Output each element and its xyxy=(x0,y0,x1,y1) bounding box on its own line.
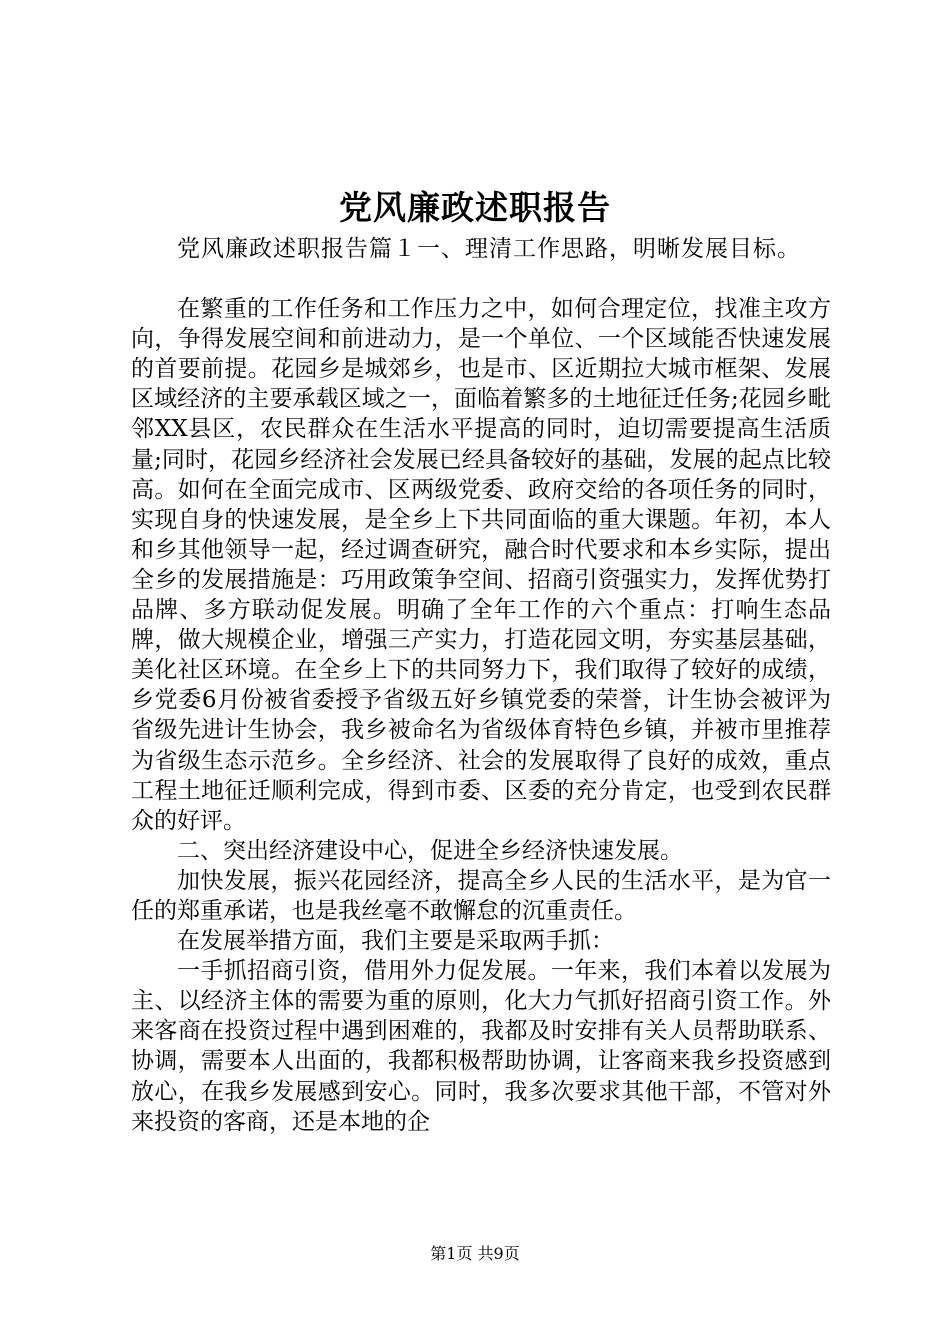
page-number-footer: 第1页 共9页 xyxy=(430,1244,520,1263)
paragraph-intro: 党风廉政述职报告篇１一、理清工作思路，明晰发展目标。 xyxy=(177,236,801,262)
document-body xyxy=(131,234,831,1137)
paragraph: 一手抓招商引资，借用外力促发展。一年来，我们本着以发展为主、以经济主体的需要为重的原则，化大力气抓好招商引资工作。外来客商在投资过程中遇到困难的，我都及时安排有关人员帮助联系、协调，需要本人出面的，我都积极帮助协调，让客商来我乡投资感到放心，在我乡发展感到安心。同时，我多次要求其他干部，不管对外来投资的客商，还是本地的企 xyxy=(131,958,831,1135)
document-title: 党风廉政述职报告 xyxy=(339,188,611,227)
paragraph: 在繁重的工作任务和工作压力之中，如何合理定位，找准主攻方向，争得发展空间和前进动力，是一个单位、一个区域能否快速发展的首要前提。花园乡是城郊乡，也是市、区近期拉大城市框架、发展区域经济的主要承载区域之一，面临着繁多的土地征迁任务;花园乡毗邻XX县区，农民群众在生活水平提高的同时，迫切需要提高生活质量;同时，花园乡经济社会发展已经具备较好的基础，发展的起点比较高。如何在全面完成市、区两级党委、政府交给的各项任务的同时，实现自身的快速发展，是全乡上下共同面临的重大课题。年初，本人和乡其他领导一起，经过调查研究，融合时代要求和本乡实际，提出全乡的发展措施是：巧用政策争空间、招商引资强实力，发挥优势打品牌、多方联动促发展。明确了全年工作的六个重点：打响生态品牌，做大规模企业，增强三产实力，打造花园文明，夯实基层基础，美化社区环境。在全乡上下的共同努力下，我们取得了较好的成绩，乡党委6月份被省委授予省级五好乡镇党委的荣誉，计生协会被评为省级先进计生协会，我乡被命名为省级体育特色乡镇，并被市里推荐为省级生态示范乡。全乡经济、社会的发展取得了良好的成效，重点工程土地征迁顺利完成，得到市委、区委的充分肯定，也受到农民群众的好评。 xyxy=(131,296,831,834)
paragraph: 在发展举措方面，我们主要是采取两手抓： xyxy=(177,928,614,955)
paragraph: 二、突出经济建设中心，促进全乡经济快速发展。 xyxy=(177,837,683,864)
paragraph: 加快发展，振兴花园经济，提高全乡人民的生活水平，是为官一任的郑重承诺，也是我丝毫不敢懈怠的沉重责任。 xyxy=(131,867,831,924)
